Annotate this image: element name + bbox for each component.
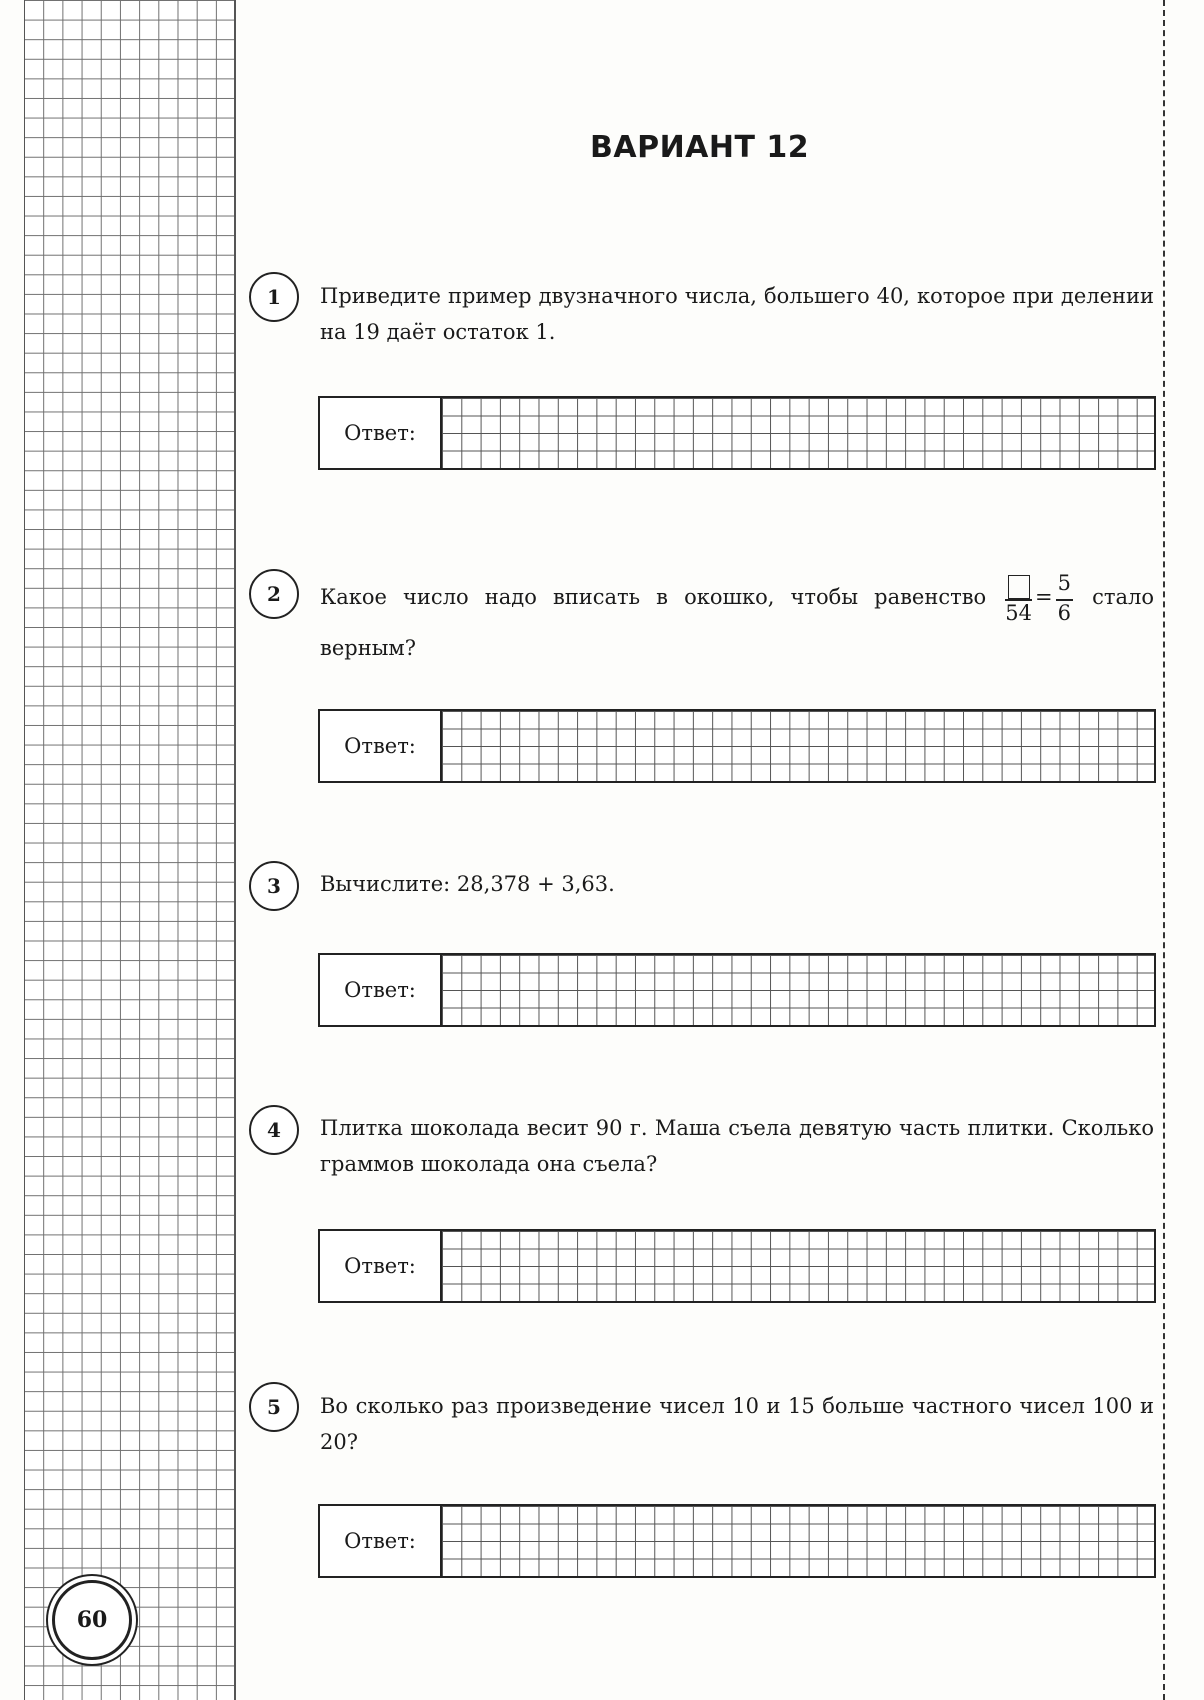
cut-line (1163, 0, 1165, 1700)
equals-sign: = (1035, 585, 1053, 609)
answer-label: Ответ: (320, 955, 442, 1025)
task-5-answer-box[interactable] (318, 1504, 1156, 1578)
task-1-text: Приведите пример двузначного числа, большего 40, которое при делении на 19 даёт остаток 1. (320, 284, 1154, 344)
task-2-text-before: Какое число надо вписать в окошко, чтобы равенство (320, 585, 987, 609)
page-title: ВАРИАНТ 12 (590, 130, 810, 165)
task-4-text: Плитка шоколада весит 90 г. Маша съела девятую часть плитки. Сколько граммов шоколада она съела? (320, 1116, 1154, 1176)
task-1-number: 1 (249, 272, 299, 322)
task-2-answer-cells[interactable] (442, 711, 1154, 781)
task-1-answer-box[interactable] (318, 396, 1156, 470)
task-4-answer-cells[interactable] (442, 1231, 1154, 1301)
task-5-answer-cells[interactable] (442, 1506, 1154, 1576)
task-5-number: 5 (249, 1382, 299, 1432)
task-2-number: 2 (249, 569, 299, 619)
page-number: 60 (52, 1580, 132, 1660)
margin-grid (24, 0, 236, 1700)
task-4-number: 4 (249, 1105, 299, 1155)
task-5-text: Во сколько раз произведение чисел 10 и 15 больше частного чисел 100 и 20? (320, 1394, 1154, 1454)
task-4-answer-box[interactable] (318, 1229, 1156, 1303)
task-3-number: 3 (249, 861, 299, 911)
answer-label: Ответ: (320, 1231, 442, 1301)
task-2-text (320, 573, 1154, 672)
fraction-right (1056, 573, 1073, 624)
fraction-left (1005, 573, 1032, 624)
task-2-text-after: стало верным? (320, 585, 1154, 660)
task-1-answer-cells[interactable] (442, 398, 1154, 468)
task-3-answer-box[interactable] (318, 953, 1156, 1027)
margin-grid-edge (24, 0, 25, 1700)
fraction-right-denominator: 6 (1057, 601, 1071, 625)
fraction-right-numerator: 5 (1056, 573, 1073, 601)
fraction-left-denominator: 54 (1005, 601, 1033, 625)
answer-label: Ответ: (320, 711, 442, 781)
task-2-answer-box[interactable] (318, 709, 1156, 783)
answer-label: Ответ: (320, 1506, 442, 1576)
answer-label: Ответ: (320, 398, 442, 468)
blank-box (1008, 575, 1030, 599)
task-3-text: Вычислите: 28,378 + 3,63. (320, 872, 615, 896)
task-3-answer-cells[interactable] (442, 955, 1154, 1025)
